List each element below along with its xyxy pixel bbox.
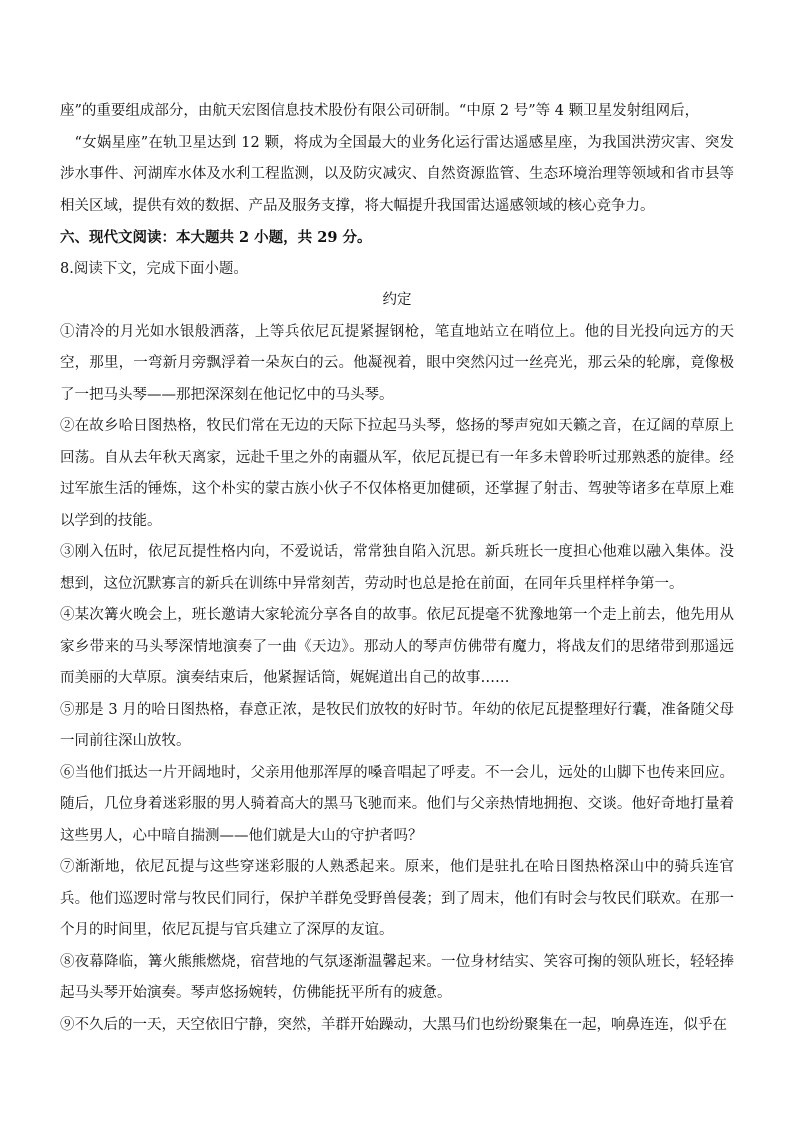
continuation-rest: “女娲星座”在轨卫星达到 12 颗，将成为全国最大的业务化运行雷达遥感星座，为我国洪涝灾害、突发涉水事件、河湖库水体及水利工程监测，以及防灾减灾、自然资源监管、生态环境治理等领域和省市县等相关区域，提供有效的数据、产品及服务支撑，将大幅提升我国雷达遥感领域的核心竞争力。	[60, 134, 734, 214]
article-paragraph-6: ⑥当他们抵达一片开阔地时，父亲用他那浑厚的嗓音唱起了呼麦。不一会儿，远处的山脚下也传来回应。随后，几位身着迷彩服的男人骑着高大的黑马飞驰而来。他们与父亲热情地拥抱、交谈。他好奇地打量着这些男人，心中暗自揣测——他们就是大山的守护者吗？	[60, 764, 734, 844]
article-paragraph-9: ⑨不久后的一天，天空依旧宁静，突然，羊群开始躁动，大黑马们也纷纷聚集在一起，响鼻连连，似乎在	[60, 1016, 727, 1033]
question-instruction: 8.阅读下文，完成下面小题。	[60, 260, 248, 277]
article-title: 约定	[382, 292, 412, 308]
continuation-paragraph	[60, 96, 734, 222]
article-paragraph-7: ⑦渐渐地，依尼瓦提与这些穿迷彩服的人熟悉起来。原来，他们是驻扎在哈日图热格深山中的骑兵连官兵。他们巡逻时常与牧民们同行，保护羊群免受野兽侵袭；到了周末，他们有时会与牧民们联欢。在那一个月的时间里，依尼瓦提与官兵建立了深厚的友谊。	[60, 859, 734, 938]
article-paragraph-3: ③刚入伍时，依尼瓦提性格内向，不爱说话，常常独自陷入沉思。新兵班长一度担心他难以融入集体。没想到，这位沉默寡言的新兵在训练中异常刻苦，劳动时也总是抢在前面，在同年兵里样样争第一。	[60, 544, 734, 592]
section-heading: 六、现代文阅读：本大题共 2 小题，共 29 分。	[60, 229, 372, 246]
article-paragraph-8: ⑧夜幕降临，篝火熊熊燃烧，宿营地的气氛逐渐温馨起来。一位身材结实、笑容可掬的领队班长，轻轻捧起马头琴开始演奏。琴声悠扬婉转，仿佛能抚平所有的疲惫。	[60, 953, 734, 1001]
article-paragraph-2: ②在故乡哈日图热格，牧民们常在无边的天际下拉起马头琴，悠扬的琴声宛如天籁之音，在辽阔的草原上回荡。自从去年秋天离家，远赴千里之外的南疆从军，依尼瓦提已有一年多未曾聆听过那熟悉的旋律。经过军旅生活的锤炼，这个朴实的蒙古族小伙子不仅体格更加健硕，还掌握了射击、驾驶等诸多在草原上难以学到的技能。	[60, 418, 734, 529]
document-body	[60, 96, 734, 1041]
continuation-line-1: 座”的重要组成部分，由航天宏图信息技术股份有限公司研制。“中原 2 号”等 4 颗卫星发射组网后，	[60, 103, 700, 119]
article-paragraph-5: ⑤那是 3 月的哈日图热格，春意正浓，是牧民们放牧的好时节。年幼的依尼瓦提整理好行囊，准备随父母一同前往深山放牧。	[60, 701, 734, 749]
article-paragraph-1: ①清冷的月光如水银般洒落，上等兵依尼瓦提紧握钢枪，笔直地站立在哨位上。他的目光投向远方的天空，那里，一弯新月旁飘浮着一朵灰白的云。他凝视着，眼中突然闪过一丝亮光，那云朵的轮廓，竟像极了一把马头琴——那把深深刻在他记忆中的马头琴。	[60, 323, 734, 403]
article-paragraph-4: ④某次篝火晚会上，班长邀请大家轮流分享各自的故事。依尼瓦提毫不犹豫地第一个走上前去，他先用从家乡带来的马头琴深情地演奏了一曲《天边》。那动人的琴声仿佛带有魔力，将战友们的思绪带到那遥远而美丽的大草原。演奏结束后，他紧握话筒，娓娓道出自己的故事……	[60, 607, 734, 686]
